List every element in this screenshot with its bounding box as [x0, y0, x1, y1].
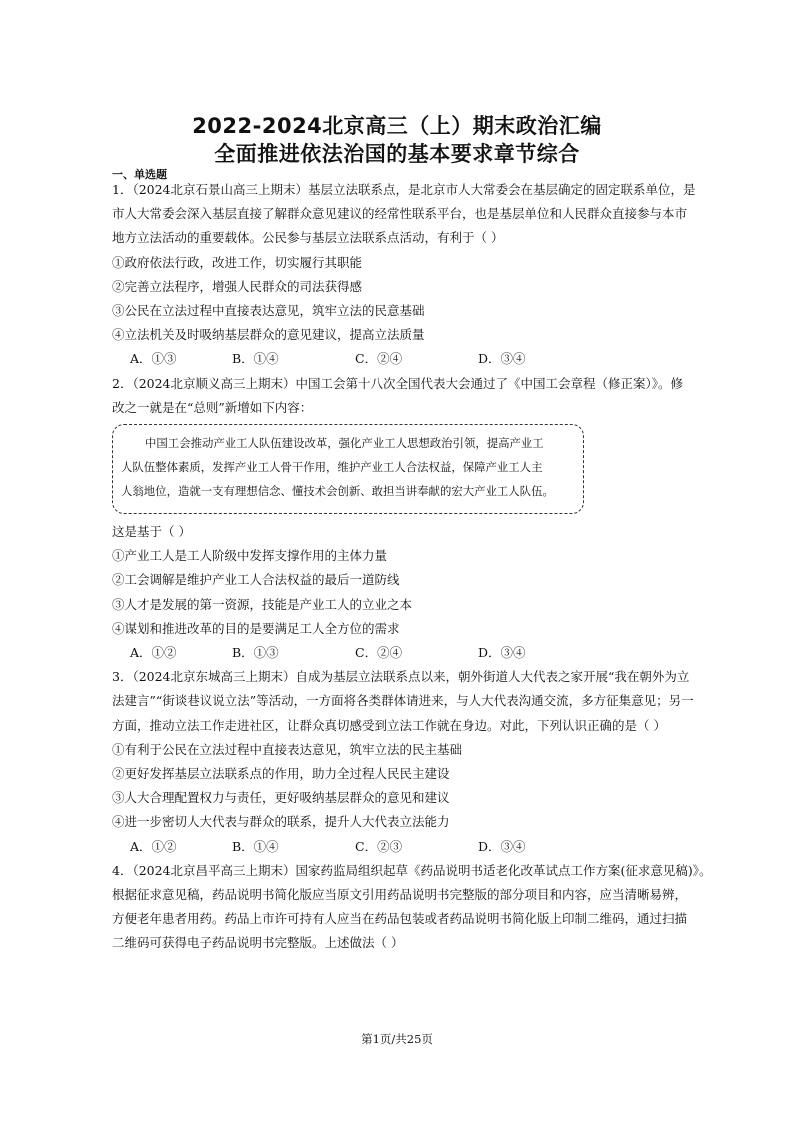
- question-stem-line: 法建言”“街谈巷议说立法”等活动，一方面将各类群体请进来，与人大代表沟通交流，多方征集意见；另一: [112, 693, 694, 709]
- statement-item: ①政府依法行政，改进工作，切实履行其职能: [112, 254, 363, 270]
- section-heading: 一、单选题: [112, 168, 167, 181]
- option-d: D．③④: [478, 645, 526, 661]
- question-2: [112, 372, 686, 666]
- option-d: D．③④: [478, 838, 526, 854]
- option-b: B．①③: [232, 645, 279, 661]
- statement-item: ②完善立法程序，增强人民群众的司法获得感: [112, 278, 363, 294]
- question-1: [112, 178, 696, 372]
- question-stem-line: 1．（2024北京石景山高三上期末）基层立法联系点，是北京市人大常委会在基层确定的固定联系单位，是: [112, 182, 696, 197]
- question-stem-line: 根据征求意见稿，药品说明书简化版应当原文引用药品说明书完整版的部分项目和内容，应当清晰易辨，: [112, 887, 688, 903]
- question-3: [112, 665, 694, 859]
- question-stem-line: 3．（2024北京东城高三上期末）自成为基层立法联系点以来，朝外街道人大代表之家开展“我在朝外为立: [112, 669, 690, 685]
- option-b: B．①④: [232, 838, 279, 854]
- quote-line: 人队伍整体素质，发挥产业工人骨干作用，维护产业工人合法权益，保障产业工人主: [121, 460, 543, 475]
- question-stem-line: 这是基于（ ）: [112, 524, 191, 540]
- answer-options: [112, 641, 686, 665]
- option-d: D．③④: [478, 351, 526, 367]
- option-c: C．②④: [355, 645, 403, 661]
- option-c: C．②④: [355, 351, 403, 367]
- statement-item: ④谋划和推进改革的目的是要满足工人全方位的需求: [112, 620, 400, 636]
- answer-options: [112, 347, 686, 371]
- question-stem-line: 市人大常委会深入基层直接了解群众意见建议的经常性联系平台，也是基层单位和人民群众直接参与本市: [112, 206, 688, 222]
- statement-item: ④立法机关及时吸纳基层群众的意见建议，提高立法质量: [112, 327, 425, 343]
- answer-options: [112, 835, 686, 859]
- statement-item: ③人才是发展的第一资源，技能是产业工人的立业之本: [112, 596, 413, 612]
- statement-item: ③公民在立法过程中直接表达意见，筑牢立法的民意基础: [112, 303, 425, 319]
- statement-item: ②工会调解是维护产业工人合法权益的最后一道防线: [112, 572, 400, 588]
- option-a: A．①③: [130, 351, 177, 367]
- question-stem-line: 地方立法活动的重要载体。公民参与基层立法联系点活动，有利于（ ）: [112, 230, 504, 246]
- question-stem-line: 4．（2024北京昌平高三上期末）国家药监局组织起草《药品说明书适老化改革试点工作方案(征求意见稿)》。: [112, 862, 712, 878]
- statement-item: ③人大合理配置权力与责任，更好吸纳基层群众的意见和建议: [112, 790, 450, 806]
- option-a: A．①②: [130, 838, 177, 854]
- page-footer: 第1页/共25页: [361, 1032, 433, 1046]
- doc-title-line2: 全面推进依法治国的基本要求章节综合: [214, 142, 580, 166]
- question-list: [112, 178, 712, 956]
- option-c: C．②③: [355, 838, 403, 854]
- question-stem-line: 改之一就是在“总则”新增如下内容：: [112, 399, 313, 415]
- quoted-material-box: [112, 424, 584, 514]
- doc-title-line1: 2022-2024北京高三（上）期末政治汇编: [192, 114, 602, 138]
- option-a: A．①②: [130, 645, 177, 661]
- option-b: B．①④: [232, 351, 279, 367]
- statement-item: ①产业工人是工人阶级中发挥支撑作用的主体力量: [112, 548, 388, 564]
- statement-item: ①有利于公民在立法过程中直接表达意见，筑牢立法的民主基础: [112, 741, 463, 757]
- statement-item: ②更好发挥基层立法联系点的作用，助力全过程人民民主建设: [112, 766, 450, 782]
- question-4: [112, 859, 712, 956]
- quote-line: 中国工会推动产业工人队伍建设改革，强化产业工人思想政治引领，提高产业工: [145, 436, 544, 451]
- question-stem-line: 2．（2024北京顺义高三上期末）中国工会第十八次全国代表大会通过了《中国工会章程（修正案）》。修: [112, 375, 684, 391]
- statement-item: ④进一步密切人大代表与群众的联系，提升人大代表立法能力: [112, 814, 450, 830]
- quote-line: 人翁地位，造就一支有理想信念、懂技术会创新、敢担当讲奉献的宏大产业工人队伍。: [121, 484, 554, 499]
- question-stem-line: 方面，推动立法工作走进社区，让群众真切感受到立法工作就在身边。对此，下列认识正确的是（ ）: [112, 717, 666, 733]
- question-stem-line: 方便老年患者用药。药品上市许可持有人应当在药品包装或者药品说明书简化版上印制二维码，通过扫描: [112, 911, 688, 927]
- question-stem-line: 二维码可获得电子药品说明书完整版。上述做法（ ）: [112, 935, 404, 951]
